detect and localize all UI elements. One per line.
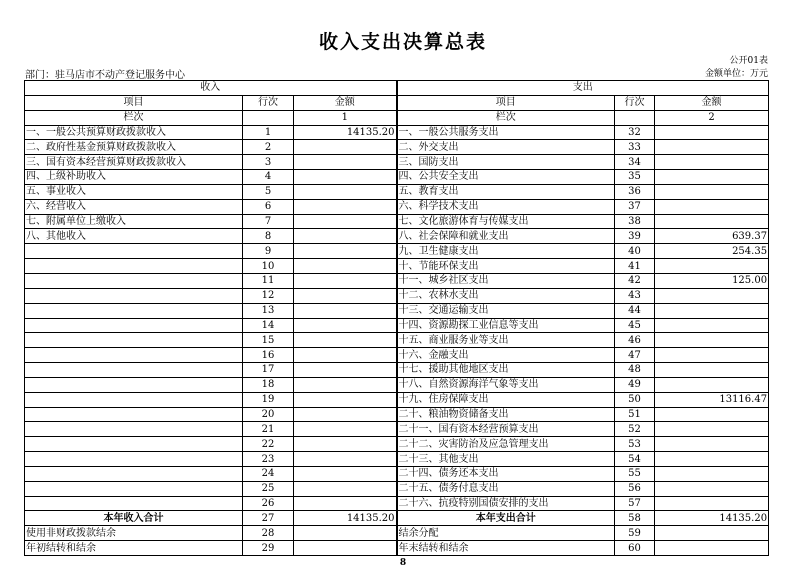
income-line: 11 (243, 273, 294, 288)
expense-amount (655, 140, 769, 155)
expense-item-header: 项目 (397, 95, 615, 110)
expense-total-amount: 14135.20 (655, 511, 769, 526)
expense-item: 四、公共安全支出 (397, 170, 615, 185)
expense-amount (655, 466, 769, 481)
income-line: 17 (243, 363, 294, 378)
department-label: 部门：驻马店市不动产登记服务中心 (25, 70, 185, 81)
expense-item: 结余分配 (397, 526, 615, 541)
income-item: 一、一般公共预算财政拨款收入 (25, 125, 243, 140)
income-amount (294, 303, 397, 318)
expense-line: 41 (615, 259, 655, 274)
income-line: 1 (243, 125, 294, 140)
expense-line: 47 (615, 348, 655, 363)
table-row (25, 526, 769, 541)
expense-item: 二十三、其他支出 (397, 452, 615, 467)
expense-line: 46 (615, 333, 655, 348)
expense-line: 39 (615, 229, 655, 244)
expense-amount (655, 437, 769, 452)
income-item (25, 452, 243, 467)
expense-line: 59 (615, 526, 655, 541)
expense-amount: 13116.47 (655, 392, 769, 407)
expense-item: 二、外交支出 (397, 140, 615, 155)
income-item-header: 项目 (25, 95, 243, 110)
expense-total-label: 本年支出合计 (397, 511, 615, 526)
expense-amount-header: 金额 (655, 95, 769, 110)
table-row (25, 214, 769, 229)
income-amount (294, 259, 397, 274)
expense-item: 七、文化旅游体育与传媒支出 (397, 214, 615, 229)
income-line: 14 (243, 318, 294, 333)
income-line: 28 (243, 526, 294, 541)
table-row (25, 259, 769, 274)
expense-line: 45 (615, 318, 655, 333)
income-line: 20 (243, 407, 294, 422)
income-amount (294, 466, 397, 481)
income-line: 4 (243, 170, 294, 185)
income-section-header: 收入 (25, 81, 397, 96)
income-line: 2 (243, 140, 294, 155)
table-row (25, 541, 769, 556)
expense-amount (655, 199, 769, 214)
expense-column-number: 2 (655, 110, 769, 125)
expense-line: 52 (615, 422, 655, 437)
expense-amount (655, 481, 769, 496)
table-row (25, 363, 769, 378)
expense-item: 二十、粮油物资储备支出 (397, 407, 615, 422)
income-amount (294, 377, 397, 392)
expense-section-header: 支出 (397, 81, 769, 96)
table-row (25, 392, 769, 407)
income-line: 19 (243, 392, 294, 407)
page-title: 收入支出决算总表 (318, 31, 487, 53)
income-item (25, 407, 243, 422)
income-line: 13 (243, 303, 294, 318)
income-item: 七、附属单位上缴收入 (25, 214, 243, 229)
table-row (25, 437, 769, 452)
table-row (25, 140, 769, 155)
expense-line-header: 行次 (615, 95, 655, 110)
expense-line: 53 (615, 437, 655, 452)
table-row (25, 481, 769, 496)
expense-total-line: 58 (615, 511, 655, 526)
expense-item: 二十四、债务还本支出 (397, 466, 615, 481)
table-row (25, 155, 769, 170)
expense-item: 二十六、抗疫特别国债安排的支出 (397, 496, 615, 511)
income-item: 二、政府性基金预算财政拨款收入 (25, 140, 243, 155)
expense-amount (655, 363, 769, 378)
expense-item: 十三、交通运输支出 (397, 303, 615, 318)
table-row (25, 348, 769, 363)
income-line: 12 (243, 288, 294, 303)
income-amount (294, 437, 397, 452)
expense-line: 40 (615, 244, 655, 259)
table-row (25, 244, 769, 259)
expense-item: 三、国防支出 (397, 155, 615, 170)
income-total-amount: 14135.20 (294, 511, 397, 526)
income-line: 29 (243, 541, 294, 556)
income-line: 25 (243, 481, 294, 496)
income-amount (294, 541, 397, 556)
expense-amount (655, 318, 769, 333)
income-item (25, 244, 243, 259)
expense-line: 42 (615, 273, 655, 288)
income-item: 使用非财政拨款结余 (25, 526, 243, 541)
income-item (25, 422, 243, 437)
table-row (25, 170, 769, 185)
expense-line: 60 (615, 541, 655, 556)
income-item (25, 333, 243, 348)
page-number: 8 (399, 558, 407, 568)
header-section-row (25, 81, 769, 96)
table-row (25, 466, 769, 481)
expense-amount (655, 541, 769, 556)
expense-item: 十、节能环保支出 (397, 259, 615, 274)
income-item (25, 318, 243, 333)
expense-item: 十五、商业服务业等支出 (397, 333, 615, 348)
income-line: 21 (243, 422, 294, 437)
income-amount (294, 363, 397, 378)
expense-amount (655, 407, 769, 422)
expense-line: 55 (615, 466, 655, 481)
expense-amount: 254.35 (655, 244, 769, 259)
expense-item: 一、一般公共服务支出 (397, 125, 615, 140)
income-amount (294, 184, 397, 199)
income-item (25, 303, 243, 318)
income-item (25, 437, 243, 452)
income-amount (294, 407, 397, 422)
income-line: 3 (243, 155, 294, 170)
income-amount-header: 金额 (294, 95, 397, 110)
income-amount (294, 348, 397, 363)
table-footer (25, 511, 769, 556)
expense-column-blank (615, 110, 655, 125)
income-amount (294, 496, 397, 511)
income-amount (294, 333, 397, 348)
expense-line: 57 (615, 496, 655, 511)
expense-line: 33 (615, 140, 655, 155)
expense-item: 十八、自然资源海洋气象等支出 (397, 377, 615, 392)
expense-line: 38 (615, 214, 655, 229)
income-amount: 14135.20 (294, 125, 397, 140)
income-line-header: 行次 (243, 95, 294, 110)
expense-item: 十六、金融支出 (397, 348, 615, 363)
header-columns-row (25, 95, 769, 110)
expense-item: 十四、资源勘探工业信息等支出 (397, 318, 615, 333)
income-amount (294, 526, 397, 541)
expense-amount (655, 155, 769, 170)
table-row (25, 273, 769, 288)
income-amount (294, 140, 397, 155)
table-row (25, 125, 769, 140)
expense-amount (655, 452, 769, 467)
income-amount (294, 199, 397, 214)
expense-amount (655, 288, 769, 303)
income-amount (294, 214, 397, 229)
income-amount (294, 273, 397, 288)
expense-item: 八、社会保障和就业支出 (397, 229, 615, 244)
expense-amount (655, 422, 769, 437)
expense-amount: 125.00 (655, 273, 769, 288)
income-line: 9 (243, 244, 294, 259)
totals-row (25, 511, 769, 526)
expense-item: 二十二、灾害防治及应急管理支出 (397, 437, 615, 452)
expense-amount (655, 377, 769, 392)
table-row (25, 303, 769, 318)
expense-amount (655, 259, 769, 274)
income-amount (294, 481, 397, 496)
expense-line: 48 (615, 363, 655, 378)
income-line: 23 (243, 452, 294, 467)
unit-label: 金额单位：万元 (704, 69, 768, 79)
expense-line: 35 (615, 170, 655, 185)
income-item (25, 273, 243, 288)
income-item (25, 348, 243, 363)
expense-line: 54 (615, 452, 655, 467)
expense-item: 五、教育支出 (397, 184, 615, 199)
income-line: 18 (243, 377, 294, 392)
income-amount (294, 155, 397, 170)
income-item: 年初结转和结余 (25, 541, 243, 556)
expense-item: 十二、农林水支出 (397, 288, 615, 303)
expense-line: 56 (615, 481, 655, 496)
expense-amount (655, 170, 769, 185)
income-line: 16 (243, 348, 294, 363)
income-column-row-label: 栏次 (25, 110, 243, 125)
expense-line: 32 (615, 125, 655, 140)
income-item (25, 363, 243, 378)
income-line: 6 (243, 199, 294, 214)
income-amount (294, 244, 397, 259)
table-row (25, 333, 769, 348)
income-total-line: 27 (243, 511, 294, 526)
income-item: 五、事业收入 (25, 184, 243, 199)
income-amount (294, 452, 397, 467)
expense-amount (655, 125, 769, 140)
expense-item: 十七、援助其他地区支出 (397, 363, 615, 378)
table-row (25, 496, 769, 511)
table-row (25, 377, 769, 392)
income-line: 7 (243, 214, 294, 229)
expense-line: 36 (615, 184, 655, 199)
expense-column-row-label: 栏次 (397, 110, 615, 125)
income-column-blank (243, 110, 294, 125)
expense-amount (655, 303, 769, 318)
income-item: 四、上级补助收入 (25, 170, 243, 185)
income-amount (294, 229, 397, 244)
expense-amount (655, 184, 769, 199)
income-line: 15 (243, 333, 294, 348)
income-amount (294, 392, 397, 407)
income-total-label: 本年收入合计 (25, 511, 243, 526)
expense-item: 年末结转和结余 (397, 541, 615, 556)
income-item (25, 377, 243, 392)
table-row (25, 184, 769, 199)
expense-item: 十一、城乡社区支出 (397, 273, 615, 288)
table-row (25, 229, 769, 244)
income-item (25, 481, 243, 496)
expense-line: 49 (615, 377, 655, 392)
expense-amount (655, 348, 769, 363)
expense-item: 六、科学技术支出 (397, 199, 615, 214)
income-amount (294, 318, 397, 333)
income-line: 8 (243, 229, 294, 244)
expense-line: 37 (615, 199, 655, 214)
expense-line: 44 (615, 303, 655, 318)
expense-item: 二十一、国有资本经营预算支出 (397, 422, 615, 437)
expense-item: 九、卫生健康支出 (397, 244, 615, 259)
income-line: 24 (243, 466, 294, 481)
expense-amount (655, 526, 769, 541)
income-item (25, 288, 243, 303)
income-item (25, 496, 243, 511)
income-item (25, 466, 243, 481)
expense-line: 51 (615, 407, 655, 422)
income-item: 八、其他收入 (25, 229, 243, 244)
form-number: 公开01表 (729, 56, 768, 66)
expense-amount (655, 214, 769, 229)
budget-table (24, 80, 769, 556)
income-line: 22 (243, 437, 294, 452)
income-item: 三、国有资本经营预算财政拨款收入 (25, 155, 243, 170)
income-amount (294, 170, 397, 185)
income-amount (294, 422, 397, 437)
income-item (25, 259, 243, 274)
expense-line: 34 (615, 155, 655, 170)
income-item (25, 392, 243, 407)
income-line: 5 (243, 184, 294, 199)
expense-item: 十九、住房保障支出 (397, 392, 615, 407)
expense-amount (655, 333, 769, 348)
expense-line: 50 (615, 392, 655, 407)
table-row (25, 452, 769, 467)
table-row (25, 422, 769, 437)
table-row (25, 288, 769, 303)
income-line: 26 (243, 496, 294, 511)
income-line: 10 (243, 259, 294, 274)
income-column-number: 1 (294, 110, 397, 125)
expense-item: 二十五、债务付息支出 (397, 481, 615, 496)
table-row (25, 199, 769, 214)
income-item: 六、经营收入 (25, 199, 243, 214)
table-row (25, 407, 769, 422)
expense-line: 43 (615, 288, 655, 303)
column-number-row (25, 110, 769, 125)
income-amount (294, 288, 397, 303)
expense-amount (655, 496, 769, 511)
table-body (25, 125, 769, 511)
table-row (25, 318, 769, 333)
expense-amount: 639.37 (655, 229, 769, 244)
